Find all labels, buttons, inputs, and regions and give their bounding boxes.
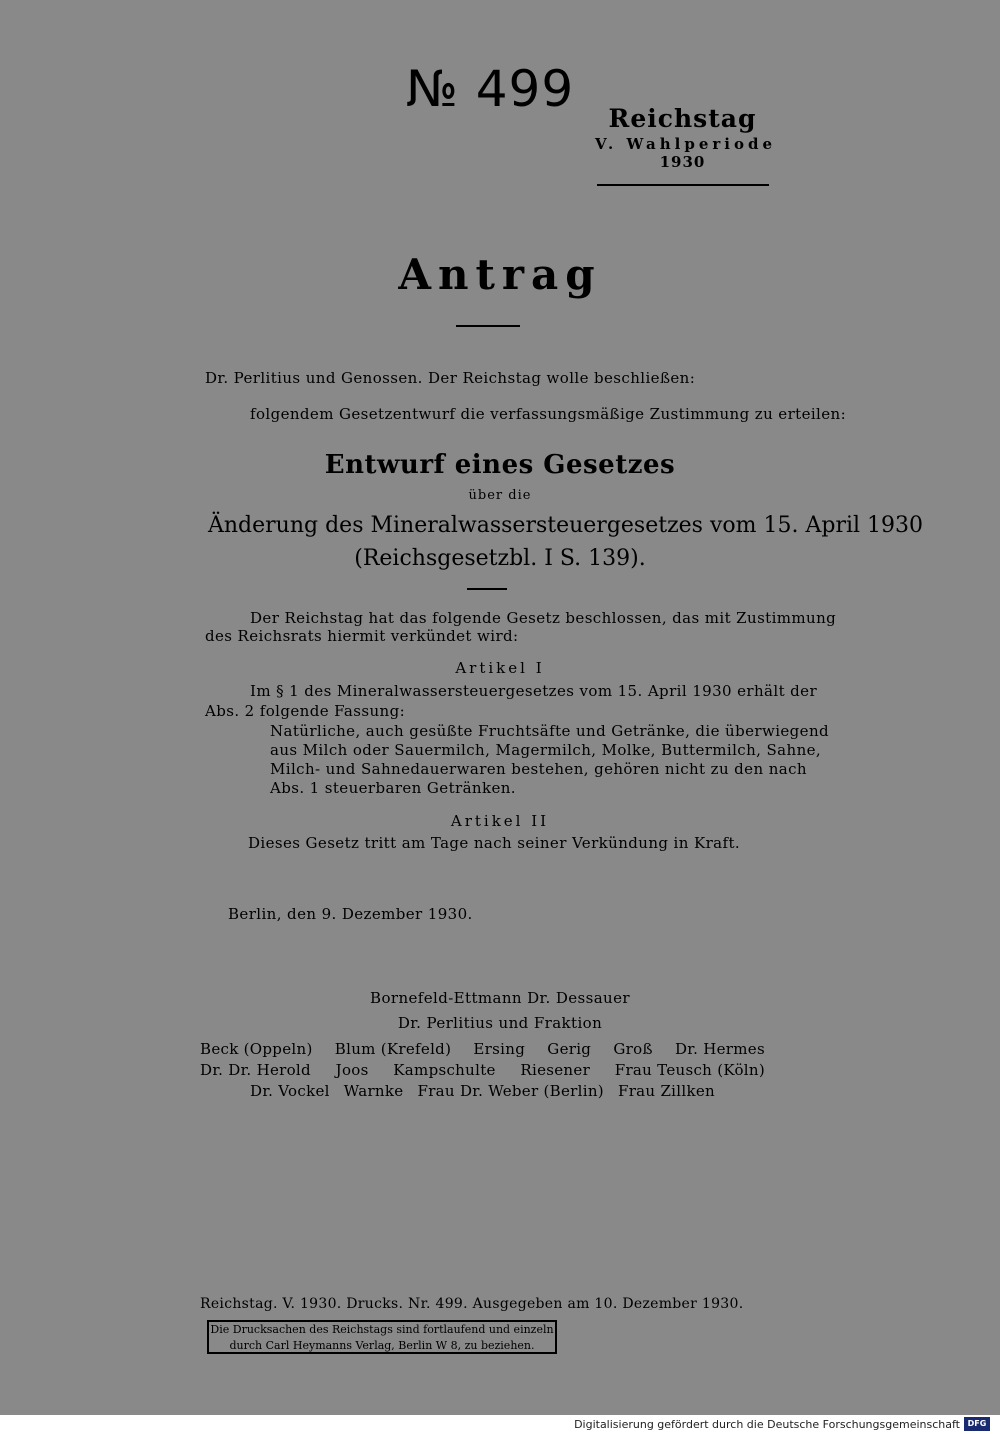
article-1-quote-line: aus Milch oder Sauermilch, Magermilch, Molke, Buttermilch, Sahne, bbox=[270, 741, 822, 759]
signatory: Ersing bbox=[473, 1040, 526, 1058]
article-1-quote-line: Abs. 1 steuerbaren Getränken. bbox=[270, 779, 516, 797]
article-2-title: Artikel II bbox=[450, 812, 550, 830]
signature-row bbox=[250, 1082, 715, 1100]
signatory: Joos bbox=[335, 1061, 369, 1079]
article-1-quote-line: Milch- und Sahnedauerwaren bestehen, gehören nicht zu den nach bbox=[270, 760, 807, 778]
signatory: Riesener bbox=[520, 1061, 591, 1079]
signatory: Frau Zillken bbox=[618, 1082, 715, 1100]
document-number: № 499 bbox=[405, 60, 575, 118]
intro-line-1: Dr. Perlitius und Genossen. Der Reichstag wolle beschließen: bbox=[205, 369, 696, 387]
signatory: Dr. Dr. Herold bbox=[200, 1061, 311, 1079]
wahlperiode: V. Wahlperiode bbox=[595, 135, 776, 153]
article-2-line: Dieses Gesetz tritt am Tage nach seiner Verkündung in Kraft. bbox=[248, 834, 741, 852]
reichstag-header bbox=[595, 104, 776, 171]
footer-notice-line-1: Die Drucksachen des Reichstags sind fortlaufend und einzeln bbox=[210, 1323, 554, 1336]
place-date: Berlin, den 9. Dezember 1930. bbox=[228, 905, 473, 923]
signatory: Gerig bbox=[547, 1040, 592, 1058]
preamble-line-2: des Reichsrats hiermit verkündet wird: bbox=[205, 627, 519, 645]
title-rule bbox=[456, 325, 520, 327]
footer-print-info: Reichstag. V. 1930. Drucks. Nr. 499. Ausgegeben am 10. Dezember 1930. bbox=[200, 1296, 744, 1312]
dfg-credit-text: Digitalisierung gefördert durch die Deutsche Forschungsgemeinschaft bbox=[574, 1418, 960, 1431]
signatory: Dr. Hermes bbox=[674, 1040, 765, 1058]
dfg-logo: DFG bbox=[964, 1417, 990, 1431]
article-1-line-1: Im § 1 des Mineralwassersteuergesetzes vom 15. April 1930 erhält der bbox=[250, 682, 818, 700]
draft-rule bbox=[467, 588, 507, 590]
signatory: Beck (Oppeln) bbox=[200, 1040, 313, 1058]
signature-line-1: Bornefeld-Ettmann Dr. Dessauer bbox=[370, 989, 630, 1007]
signatory: Blum (Krefeld) bbox=[334, 1040, 452, 1058]
reichstag-title: Reichstag bbox=[608, 104, 757, 133]
article-1-quote-line: Natürliche, auch gesüßte Fruchtsäfte und Getränke, die überwiegend bbox=[270, 722, 830, 740]
article-1-title: Artikel I bbox=[455, 659, 545, 677]
draft-title: Entwurf eines Gesetzes bbox=[324, 450, 676, 480]
signature-line-2: Dr. Perlitius und Fraktion bbox=[397, 1014, 603, 1032]
signatory: Groß bbox=[613, 1040, 653, 1058]
article-1-line-2: Abs. 2 folgende Fassung: bbox=[205, 702, 406, 720]
signatory: Kampschulte bbox=[393, 1061, 496, 1079]
signature-row bbox=[200, 1040, 765, 1058]
intro-line-2: folgendem Gesetzentwurf die verfassungsmäßige Zustimmung zu erteilen: bbox=[250, 405, 847, 423]
draft-subject-line-2: (Reichsgesetzbl. I S. 139). bbox=[354, 546, 646, 571]
page-title: Antrag bbox=[398, 250, 602, 299]
signatory: Frau Teusch (Köln) bbox=[614, 1061, 765, 1079]
preamble-line-1: Der Reichstag hat das folgende Gesetz beschlossen, das mit Zustimmung bbox=[250, 609, 837, 627]
signatory: Warnke bbox=[343, 1082, 404, 1100]
header-year: 1930 bbox=[659, 153, 706, 171]
signatory: Frau Dr. Weber (Berlin) bbox=[417, 1082, 604, 1100]
header-rule bbox=[597, 184, 769, 186]
footer-notice-line-2: durch Carl Heymanns Verlag, Berlin W 8, zu beziehen. bbox=[229, 1339, 535, 1352]
footer-notice-box bbox=[207, 1320, 557, 1354]
signatory: Dr. Vockel bbox=[250, 1082, 330, 1100]
draft-ueber: über die bbox=[468, 488, 532, 503]
signature-row bbox=[200, 1061, 765, 1079]
draft-subject-line-1: Änderung des Mineralwassersteuergesetzes vom 15. April 1930 bbox=[208, 513, 924, 538]
